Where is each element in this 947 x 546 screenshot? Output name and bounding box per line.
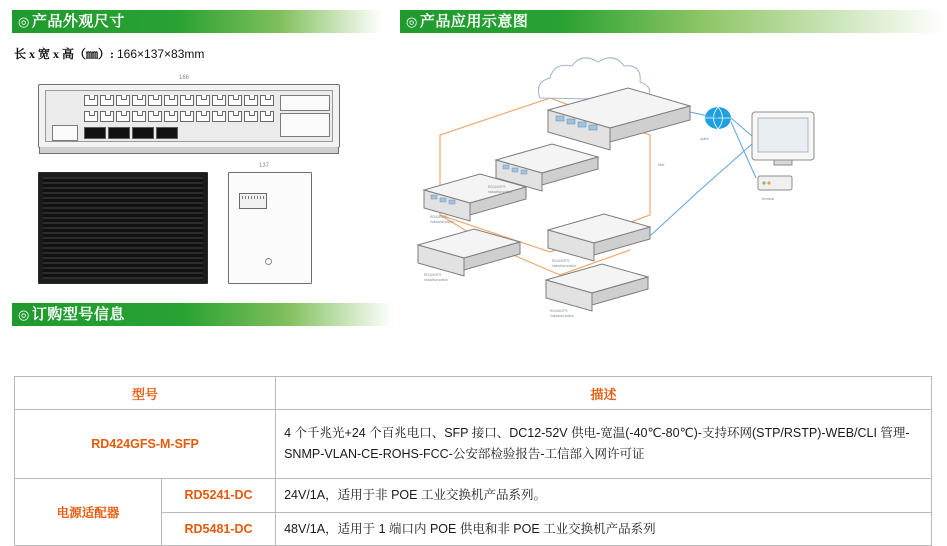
rj45-port [164,95,178,106]
svg-text:industrial switch: industrial switch [430,220,454,224]
rj45-port [148,95,162,106]
dimension-text [14,45,204,62]
svg-text:RD424GFS: RD424GFS [488,185,506,189]
cell-submodel-24v: RD5241-DC [162,479,276,513]
switch-front-view [38,75,340,148]
terminal-block [239,193,267,209]
rj45-port [244,95,258,106]
svg-text:industrial switch: industrial switch [424,278,448,282]
sfp-slot [108,127,130,139]
rj45-port [100,111,114,122]
svg-text:RD424GFS: RD424GFS [424,273,442,277]
svg-text:terminal: terminal [762,197,775,201]
bullet-icon: ◎ [18,307,30,322]
front-base-edge [39,147,339,154]
edge-switch-3 [418,229,520,276]
svg-text:industrial switch: industrial switch [550,314,574,318]
cell-desc-48v: 48V/1A，适用于 1 端口内 POE 供电和非 POE 工业交换机产品系列 [276,512,932,546]
rj45-port [100,95,114,106]
edge-switch-5 [546,264,648,311]
section-header-application [400,10,945,33]
table-row [15,410,932,479]
rj45-port [84,111,98,122]
rj45-port [228,111,242,122]
svg-text:RD424GFS: RD424GFS [550,309,568,313]
switch-side-view [228,163,312,284]
rj45-port [116,95,130,106]
dimension-tick-top: 166 [179,75,190,81]
rj45-port [196,95,210,106]
rj45-port [132,111,146,122]
col-header-desc: 描述 [276,377,932,410]
bullet-icon: ◎ [18,14,30,29]
power-terminal [280,113,330,137]
table-header-row [15,377,932,410]
order-info-table [14,376,932,546]
svg-text:industrial switch: industrial switch [552,264,576,268]
rj45-port [180,95,194,106]
rj45-port [148,111,162,122]
switch-top-view [38,172,208,284]
heatsink-fins [43,177,203,279]
section-title-dimensions: 产品外观尺寸 [31,13,125,30]
rj45-port [180,111,194,122]
rj45-port [132,95,146,106]
svg-text:uplink: uplink [700,137,709,141]
dimension-tick-side: 137 [259,163,270,169]
application-topology-diagram [400,40,945,340]
rj45-port [164,111,178,122]
rj45-port [212,111,226,122]
svg-text:fiber: fiber [658,163,665,167]
front-panel [45,90,333,142]
col-header-model: 型号 [15,377,276,410]
rj45-port [260,95,274,106]
bullet-icon: ◎ [406,14,418,29]
rj45-port [244,111,258,122]
rj45-port [196,111,210,122]
dimension-label: 长 x 宽 x 高（㎜）: [14,47,114,61]
uplink-lines [650,112,756,236]
svg-text:industrial switch: industrial switch [488,190,512,194]
sfp-slot [132,127,154,139]
dimension-value: 166×137×83mm [117,47,205,61]
small-device-icon [758,176,792,190]
section-header-order [12,303,392,326]
rj45-port [260,111,274,122]
screw-hole [265,258,272,265]
section-title-order: 订购型号信息 [31,306,125,323]
sfp-slot [156,127,178,139]
svg-text:RD424GFS: RD424GFS [430,215,448,219]
table-row [15,479,932,513]
cell-submodel-48v: RD5481-DC [162,512,276,546]
status-led-group [280,95,330,111]
cell-model-main: RD424GFS-M-SFP [15,410,276,479]
product-drawings [20,72,380,292]
rj45-port [228,95,242,106]
section-title-application: 产品应用示意图 [419,13,529,30]
section-header-dimensions [12,10,382,33]
rj45-port [212,95,226,106]
monitor-icon [752,112,814,165]
sfp-slot [84,127,106,139]
console-port [52,125,78,141]
rj45-port [84,95,98,106]
cell-adapter-group: 电源适配器 [15,479,162,546]
svg-text:RD424GFS: RD424GFS [552,259,570,263]
cell-desc-main: 4 个千兆光+24 个百兆电口、SFP 接口、DC12-52V 供电-宽温(-40℃-80℃)-支持环网(STP/RSTP)-WEB/CLI 管理-SNMP-VLAN-CE-ROHS-FCC-公安部检验报告-工信部入网许可证 [276,410,932,479]
cell-desc-24v: 24V/1A，适用于非 POE 工业交换机产品系列。 [276,479,932,513]
rj45-port [116,111,130,122]
